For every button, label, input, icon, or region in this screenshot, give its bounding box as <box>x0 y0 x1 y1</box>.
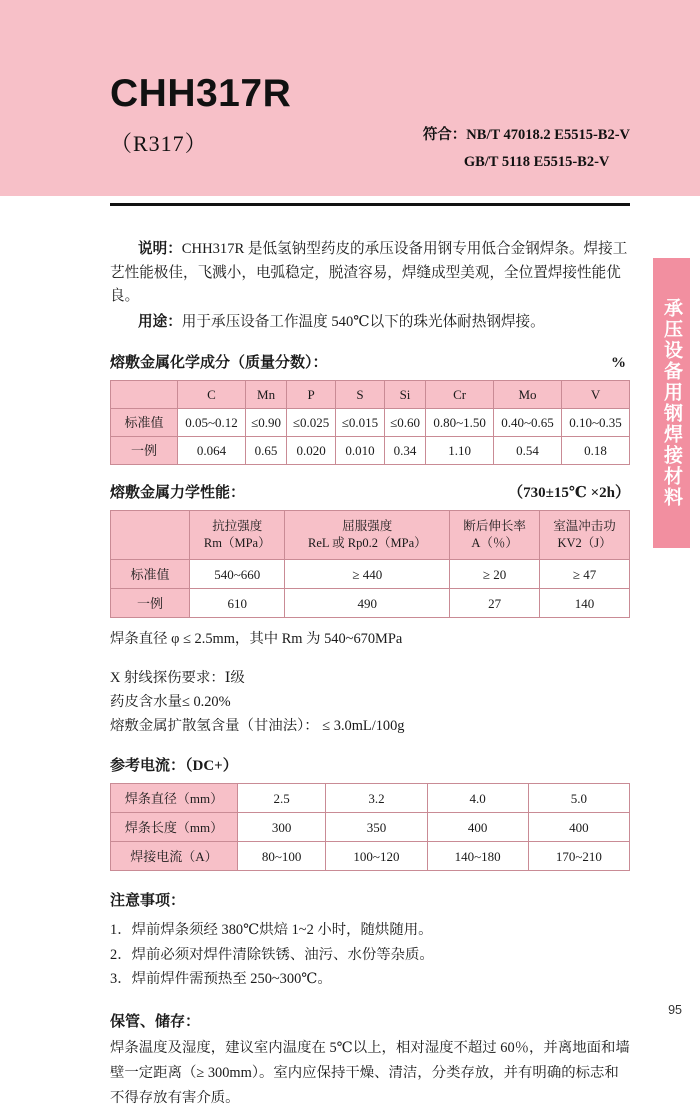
mechanical-properties-table <box>110 510 630 618</box>
mech-col-yield-line2: ReL 或 Rp0.2（MPa） <box>307 536 427 551</box>
chem-cell: 0.34 <box>384 436 425 464</box>
current-cell: 400 <box>528 813 629 842</box>
current-section-heading <box>110 754 630 778</box>
current-cell: 300 <box>238 813 326 842</box>
description-paragraph <box>110 238 630 309</box>
current-cell: 80~100 <box>238 842 326 871</box>
current-cell: 170~210 <box>528 842 629 871</box>
current-title-sup: （DC+） <box>185 758 238 775</box>
table-row <box>111 589 630 618</box>
current-title-text: 参考电流： <box>110 758 186 775</box>
table-header-row <box>111 380 630 408</box>
mech-row-label-example: 一例 <box>111 589 190 618</box>
mech-col-yield <box>285 511 450 560</box>
mech-cell: 490 <box>285 589 450 618</box>
attention-title: 注意事项： <box>110 893 186 910</box>
table-header-row <box>111 511 630 560</box>
description-text: CHH317R 是低氢钠型药皮的承压设备用钢专用低合金钢焊条。焊接工艺性能极佳，飞溅小，电弧稳定，脱渣容易，焊缝成型美观，全位置焊接性能优良。 <box>110 241 628 305</box>
current-row-label-current: 焊接电流（A） <box>111 842 238 871</box>
chem-col-si: Si <box>384 380 425 408</box>
table-row <box>111 560 630 589</box>
storage-text: 焊条温度及湿度，建议室内温度在 5℃以上，相对湿度不超过 60％，并离地面和墙壁一定距离（≥ 300mm）。室内应保持干燥、清洁，分类存放，并有明确的标志和不得存放有害介质。 <box>110 1040 630 1106</box>
mech-cell: 27 <box>450 589 540 618</box>
current-cell: 100~120 <box>326 842 427 871</box>
chemical-composition-table <box>110 380 630 465</box>
chem-cell: 0.010 <box>336 436 385 464</box>
mech-cell: 140 <box>540 589 630 618</box>
chem-cell: 0.65 <box>245 436 286 464</box>
current-row-label-length: 焊条长度（mm） <box>111 813 238 842</box>
chem-cell: 0.54 <box>494 436 562 464</box>
table-row <box>111 813 630 842</box>
chem-unit: % <box>611 354 626 371</box>
table-row <box>111 436 630 464</box>
title-block <box>110 72 630 170</box>
chem-row-label-standard: 标准值 <box>111 408 178 436</box>
mech-col-elongation <box>450 511 540 560</box>
current-title <box>110 754 238 778</box>
current-row-label-diameter: 焊条直径（mm） <box>111 784 238 813</box>
use-label: 用途： <box>138 313 182 330</box>
page-number: 95 <box>668 1003 682 1017</box>
chem-cell: 0.064 <box>178 436 246 464</box>
extra-notes-block <box>110 666 630 739</box>
description-label: 说明： <box>138 241 182 257</box>
chem-cell: ≤0.90 <box>245 408 286 436</box>
mech-cell: 610 <box>190 589 285 618</box>
mech-condition: （730±15℃ ×2h） <box>508 485 630 501</box>
list-item: 1．焊前焊条须经 380℃烘焙 1~2 小时，随烘随用。 <box>110 921 433 938</box>
mech-cell: ≥ 20 <box>450 560 540 589</box>
table-row <box>111 784 630 813</box>
standard-line-1: 符合：NB/T 47018.2 E5515-B2-V <box>422 127 630 143</box>
document-content <box>110 238 630 1111</box>
chem-cell: 0.80~1.50 <box>426 408 494 436</box>
current-cell: 400 <box>427 813 528 842</box>
chem-col-mn: Mn <box>245 380 286 408</box>
extra-note-xray: X 射线探伤要求：Ⅰ级 <box>110 669 245 686</box>
mech-col-tensile-line1: 抗拉强度 <box>212 519 263 534</box>
chem-cell: 1.10 <box>426 436 494 464</box>
chem-section-heading <box>110 351 630 375</box>
chem-col-p: P <box>287 380 336 408</box>
attention-list <box>110 918 630 992</box>
current-cell: 350 <box>326 813 427 842</box>
standards-block <box>423 122 630 176</box>
mech-col-elongation-line1: 断后伸长率 <box>463 519 526 534</box>
chem-title: 熔敷金属化学成分（质量分数）： <box>110 354 328 371</box>
mech-col-tensile <box>190 511 285 560</box>
chem-cell: ≤0.015 <box>336 408 385 436</box>
chem-cell: 0.18 <box>562 436 630 464</box>
mech-cell: ≥ 47 <box>540 560 630 589</box>
chem-col-v: V <box>562 380 630 408</box>
mech-col-elongation-line2: A（％） <box>471 536 518 551</box>
chem-col-c: C <box>178 380 246 408</box>
use-paragraph <box>110 311 630 335</box>
current-cell: 2.5 <box>238 784 326 813</box>
mech-col-tensile-line2: Rm（MPa） <box>203 536 271 551</box>
current-cell: 5.0 <box>528 784 629 813</box>
mech-col-impact-line1: 室温冲击功 <box>553 519 616 534</box>
current-cell: 4.0 <box>427 784 528 813</box>
mech-col-impact <box>540 511 630 560</box>
chem-corner-cell <box>111 380 178 408</box>
table-row <box>111 842 630 871</box>
chem-cell: ≤0.60 <box>384 408 425 436</box>
chem-cell: 0.05~0.12 <box>178 408 246 436</box>
mech-corner-cell <box>111 511 190 560</box>
mech-cell: 540~660 <box>190 560 285 589</box>
mech-footnote: 焊条直径 φ ≤ 2.5mm，其中 Rm 为 540~670MPa <box>110 631 403 648</box>
page-subtitle: （R317） <box>110 131 208 156</box>
table-row <box>111 408 630 436</box>
use-text: 用于承压设备工作温度 540℃以下的珠光体耐热钢焊接。 <box>181 313 545 330</box>
mech-row-label-standard: 标准值 <box>111 560 190 589</box>
reference-current-table <box>110 783 630 871</box>
chem-cell: ≤0.025 <box>287 408 336 436</box>
extra-note-moisture: 药皮含水量≤ 0.20% <box>110 693 231 710</box>
title-divider <box>110 203 630 206</box>
extra-note-hydrogen: 熔敷金属扩散氢含量（甘油法）： ≤ 3.0mL/100g <box>110 718 405 734</box>
mech-title: 熔敷金属力学性能： <box>110 485 246 501</box>
list-item: 3．焊前焊件需预热至 250~300℃。 <box>110 971 332 988</box>
chem-col-cr: Cr <box>426 380 494 408</box>
current-cell: 140~180 <box>427 842 528 871</box>
chem-col-s: S <box>336 380 385 408</box>
side-tab-label: 承压设备用钢焊接材料 <box>653 258 690 548</box>
mech-col-impact-line2: KV2（J） <box>557 536 612 551</box>
page-title: CHH317R <box>110 72 292 115</box>
chem-col-mo: Mo <box>494 380 562 408</box>
storage-title: 保管、储存： <box>110 1014 201 1031</box>
chem-cell: 0.020 <box>287 436 336 464</box>
mech-cell: ≥ 440 <box>285 560 450 589</box>
current-cell: 3.2 <box>326 784 427 813</box>
standard-line-2: GB/T 5118 E5515-B2-V <box>463 153 610 170</box>
chem-cell: 0.10~0.35 <box>562 408 630 436</box>
mech-section-heading <box>110 481 630 505</box>
chem-cell: 0.40~0.65 <box>494 408 562 436</box>
chem-row-label-example: 一例 <box>111 436 178 464</box>
mech-col-yield-line1: 屈服强度 <box>342 519 393 534</box>
list-item: 2．焊前必须对焊件清除铁锈、油污、水份等杂质。 <box>110 946 434 963</box>
